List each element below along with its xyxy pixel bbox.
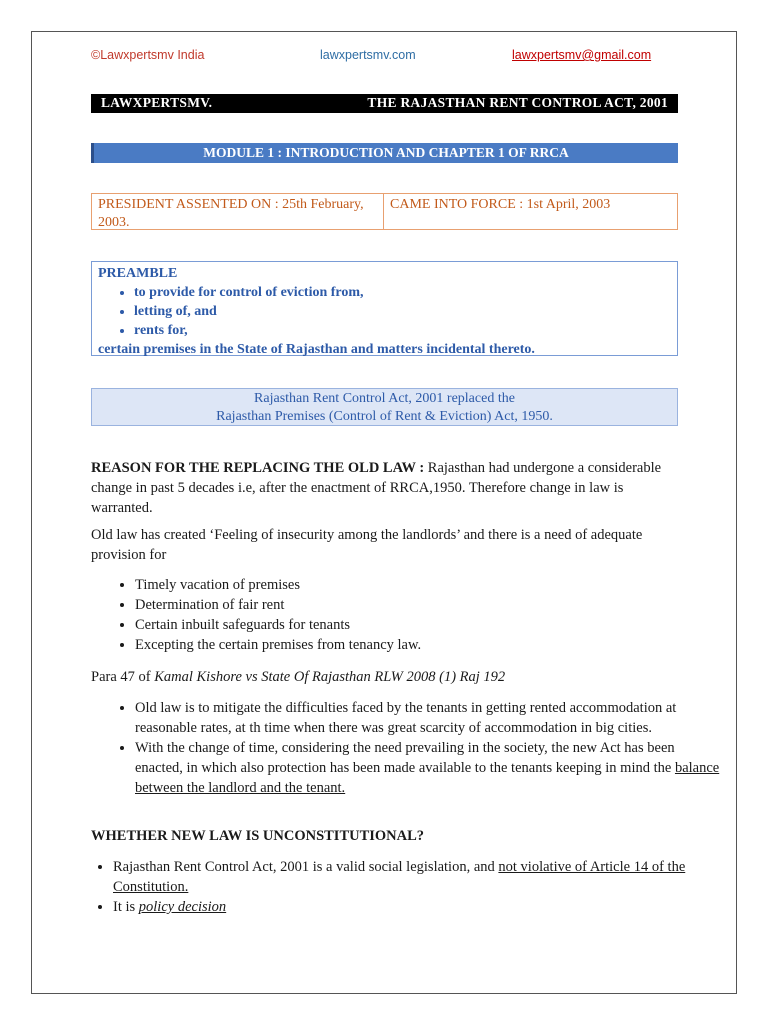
brand-title: LAWXPERTSMV. — [101, 95, 213, 110]
para47-prefix: Para 47 of — [91, 669, 155, 685]
reason-paragraph — [91, 458, 681, 518]
replaced-line-1: Rajasthan Rent Control Act, 2001 replaced the — [254, 391, 515, 406]
email-link[interactable]: lawxpertsmv@gmail.com — [512, 48, 652, 62]
para47-line — [91, 667, 681, 687]
policy-decision-text: policy decision — [138, 899, 227, 915]
page-header — [0, 48, 768, 66]
judgment-point-2-underlined: balance between the landlord and the tenant. — [135, 760, 720, 796]
website-link[interactable]: lawxpertsmv.com — [320, 48, 416, 62]
list-item: • to provide for control of eviction from, — [134, 283, 671, 302]
list-item: • Certain inbuilt safeguards for tenants — [135, 615, 725, 635]
list-item: • letting of, and — [134, 302, 671, 321]
judgment-list — [91, 698, 725, 798]
preamble-heading: PREAMBLE — [98, 266, 178, 281]
act-title: THE RAJASTHAN RENT CONTROL ACT, 2001 — [367, 95, 668, 110]
provision-list — [91, 575, 725, 655]
constitutional-point-1-text: Rajasthan Rent Control Act, 2001 is a valid social legislation, and — [113, 859, 499, 875]
preamble-tail: certain premises in the State of Rajasthan and matters incidental thereto. — [98, 342, 535, 357]
preamble-list — [98, 283, 671, 340]
in-force-date: CAME INTO FORCE : 1st April, 2003 — [390, 197, 611, 212]
dates-table — [91, 193, 678, 230]
replaced-line-2: Rajasthan Premises (Control of Rent & Eviction) Act, 1950. — [216, 409, 553, 424]
copyright-text: ©Lawxpertsmv India — [91, 48, 205, 62]
old-law-paragraph: Old law has created ‘Feeling of insecurity among the landlords’ and there is a need of adequate provision for — [91, 527, 643, 563]
list-item: • Old law is to mitigate the difficulties faced by the tenants in getting rented accommodation at reasonable rates, at th time when there was great scarcity of accommodation in big cities. — [135, 698, 725, 738]
list-item — [113, 897, 703, 917]
list-item: • rents for, — [134, 321, 671, 340]
replaced-note — [91, 388, 678, 426]
list-item — [113, 857, 703, 897]
list-item: • Excepting the certain premises from tenancy law. — [135, 635, 725, 655]
constitutional-point-2-text: It is — [113, 899, 139, 915]
judgment-point-2-text: With the change of time, considering the need prevailing in the society, the new Act has been enacted, in which also protection has been made available to the tenants keeping in mind the — [135, 740, 675, 776]
preamble-box — [91, 261, 678, 356]
reason-text: Rajasthan had undergone a considerable change in past 5 decades i.e, after the enactment of RRCA,1950. Therefore change in law is warranted. — [91, 460, 662, 516]
assent-date: PRESIDENT ASSENTED ON : 25th February, 2003. — [92, 194, 384, 229]
case-citation: Kamal Kishore vs State Of Rajasthan RLW 2008 (1) Raj 192 — [154, 669, 506, 685]
title-bar — [91, 94, 678, 113]
reason-label: REASON FOR THE REPLACING THE OLD LAW : — [91, 460, 425, 476]
list-item — [135, 738, 725, 798]
list-item: • Timely vacation of premises — [135, 575, 725, 595]
constitutional-point-1-underlined: not violative of Article 14 of the Constitution. — [113, 859, 686, 895]
constitutional-list — [91, 857, 703, 917]
constitutional-heading: WHETHER NEW LAW IS UNCONSTITUTIONAL? — [91, 828, 425, 844]
module-title: MODULE 1 : INTRODUCTION AND CHAPTER 1 OF RRCA — [91, 143, 678, 163]
list-item: • Determination of fair rent — [135, 595, 725, 615]
